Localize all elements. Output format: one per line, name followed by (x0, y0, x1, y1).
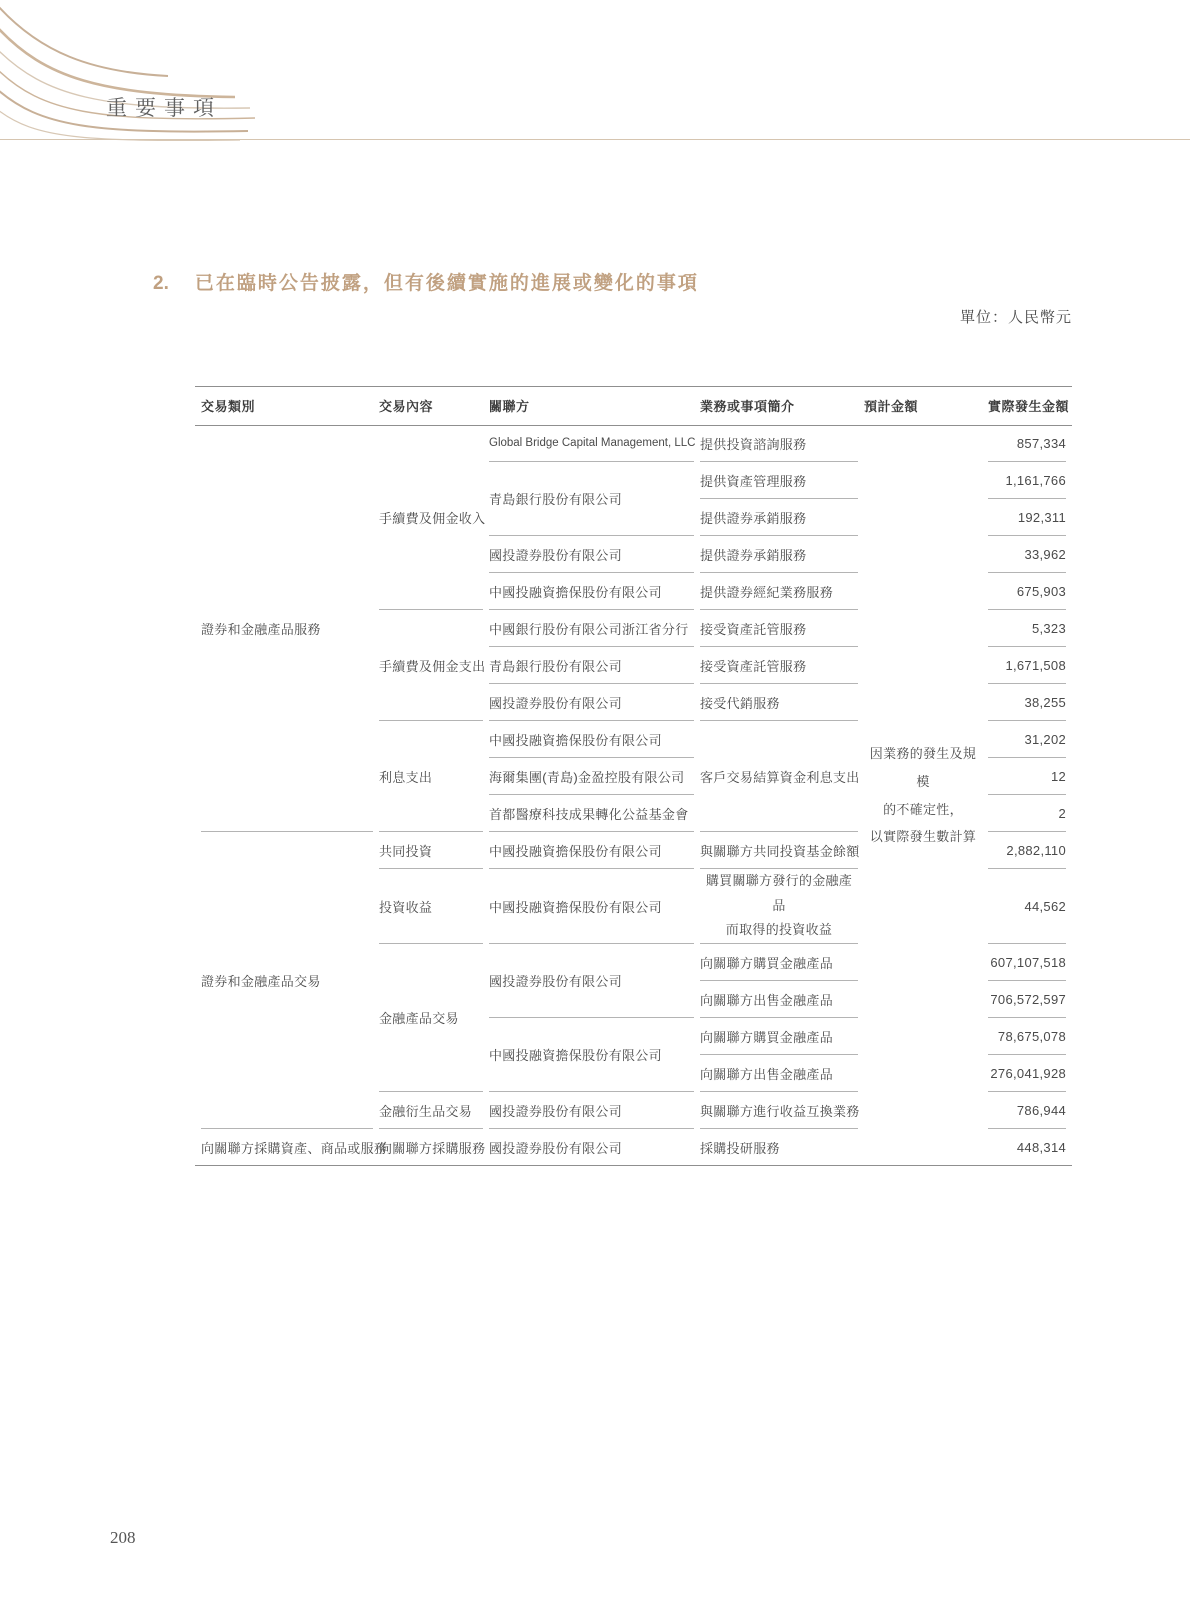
cell-party: 國投證券股份有限公司 (489, 684, 694, 721)
cell-party: 中國投融資擔保股份有限公司 (489, 721, 694, 758)
cell-desc: 接受資產託管服務 (700, 647, 858, 684)
cell-desc: 與關聯方共同投資基金餘額 (700, 832, 858, 869)
cell-content: 利息支出 (379, 721, 483, 832)
header-rule (0, 139, 1190, 140)
unit-note: 單位：人民幣元 (959, 309, 1072, 326)
cell-amount: 607,107,518 (988, 944, 1066, 981)
cell-desc: 接受代銷服務 (700, 684, 858, 721)
cell-amount: 5,323 (988, 610, 1066, 647)
cell-desc: 提供證券承銷服務 (700, 499, 858, 536)
cell-content: 金融產品交易 (379, 944, 483, 1092)
cell-desc: 提供投資諮詢服務 (700, 425, 858, 462)
cell-desc: 購買關聯方發行的金融產品 而取得的投資收益 (700, 869, 858, 944)
col-header-amount: 實際發生金額 (988, 399, 1070, 414)
cell-desc: 接受資產託管服務 (700, 610, 858, 647)
decorative-arcs-icon (0, 0, 300, 150)
cell-desc: 提供資產管理服務 (700, 462, 858, 499)
cell-party: 國投證券股份有限公司 (489, 1129, 694, 1166)
cell-desc: 客戶交易結算資金利息支出 (700, 721, 858, 832)
table-header-line (195, 425, 1072, 426)
cell-party: 青島銀行股份有限公司 (489, 462, 694, 536)
cell-desc: 採購投研服務 (700, 1129, 858, 1166)
cell-party: 首都醫療科技成果轉化公益基金會 (489, 795, 694, 832)
table-bottom-line (195, 1165, 1072, 1166)
cell-content: 投資收益 (379, 869, 483, 944)
col-header-content: 交易內容 (379, 399, 434, 414)
cell-party: 中國投融資擔保股份有限公司 (489, 573, 694, 610)
cell-content: 手續費及佣金支出 (379, 610, 483, 721)
section-number: 2. (153, 273, 169, 294)
section-title: 已在臨時公告披露，但有後續實施的進展或變化的事項 (194, 273, 699, 294)
cell-amount: 1,671,508 (988, 647, 1066, 684)
cell-party: 國投證券股份有限公司 (489, 1092, 694, 1129)
cell-amount: 1,161,766 (988, 462, 1066, 499)
cell-desc: 提供證券經紀業務服務 (700, 573, 858, 610)
cell-content: 共同投資 (379, 832, 483, 869)
header-row (201, 386, 1066, 425)
cell-party: Global Bridge Capital Management, LLC (489, 425, 694, 462)
col-header-desc: 業務或事項簡介 (700, 399, 795, 414)
cell-amount: 675,903 (988, 573, 1066, 610)
cell-amount: 33,962 (988, 536, 1066, 573)
cell-amount: 786,944 (988, 1092, 1066, 1129)
cell-desc: 向關聯方購買金融產品 (700, 944, 858, 981)
related-transactions-table (195, 386, 1072, 1166)
cell-estimate: 因業務的發生及規模 的不確定性， 以實際發生數計算 (869, 745, 977, 845)
col-header-estimate: 預計金額 (864, 399, 919, 414)
section-heading (153, 268, 699, 295)
cell-desc: 提供證券承銷服務 (700, 536, 858, 573)
cell-amount: 857,334 (988, 425, 1066, 462)
cell-amount: 2,882,110 (988, 832, 1066, 869)
cell-desc: 向關聯方出售金融產品 (700, 1055, 858, 1092)
cell-amount: 706,572,597 (988, 981, 1066, 1018)
cell-amount: 448,314 (988, 1129, 1066, 1166)
cell-amount: 44,562 (988, 869, 1066, 944)
col-header-party: 關聯方 (489, 399, 530, 414)
cell-category: 證券和金融產品交易 (201, 832, 373, 1129)
cell-amount: 31,202 (988, 721, 1066, 758)
cell-amount: 78,675,078 (988, 1018, 1066, 1055)
cell-content: 金融衍生品交易 (379, 1092, 483, 1129)
cell-category: 證券和金融產品服務 (201, 425, 373, 832)
cell-party: 國投證券股份有限公司 (489, 944, 694, 1018)
cell-desc: 向關聯方出售金融產品 (700, 981, 858, 1018)
cell-amount: 2 (988, 795, 1066, 832)
page-number: 208 (110, 1528, 136, 1547)
page-header-title: 重要事項 (106, 96, 222, 120)
table-row (201, 425, 1066, 462)
cell-amount: 192,311 (988, 499, 1066, 536)
cell-amount: 276,041,928 (988, 1055, 1066, 1092)
cell-desc: 與關聯方進行收益互換業務 (700, 1092, 858, 1129)
cell-content: 向關聯方採購服務 (379, 1129, 483, 1166)
cell-desc: 向關聯方購買金融產品 (700, 1018, 858, 1055)
cell-party: 中國投融資擔保股份有限公司 (489, 832, 694, 869)
cell-party: 青島銀行股份有限公司 (489, 647, 694, 684)
table-top-line (195, 386, 1072, 387)
col-header-category: 交易類別 (201, 399, 256, 414)
cell-amount: 12 (988, 758, 1066, 795)
cell-party: 中國投融資擔保股份有限公司 (489, 1018, 694, 1092)
cell-party: 中國銀行股份有限公司浙江省分行 (489, 610, 694, 647)
data-table (195, 386, 1072, 1166)
cell-party: 中國投融資擔保股份有限公司 (489, 869, 694, 944)
cell-party: 海爾集團(青島)金盈控股有限公司 (489, 758, 694, 795)
cell-party: 國投證券股份有限公司 (489, 536, 694, 573)
cell-category: 向關聯方採購資產、商品或服務 (201, 1129, 373, 1166)
cell-content: 手續費及佣金收入 (379, 425, 483, 610)
cell-amount: 38,255 (988, 684, 1066, 721)
